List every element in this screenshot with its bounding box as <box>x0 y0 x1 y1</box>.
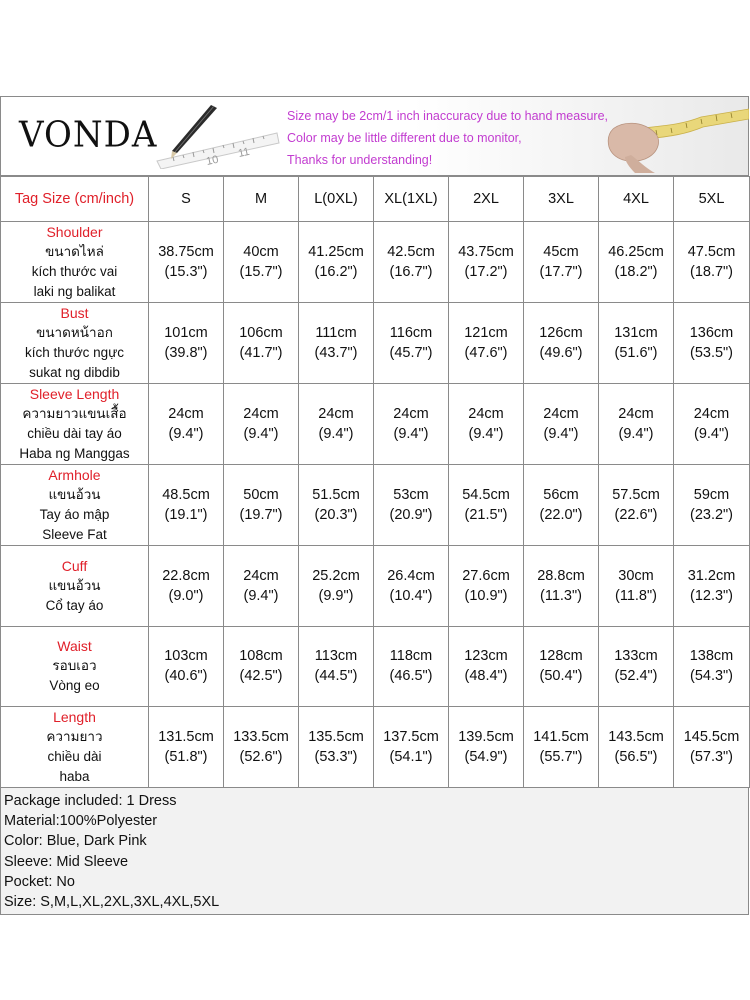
value-cm: 50cm <box>243 487 279 503</box>
note-hand-measure: Size may be 2cm/1 inch inaccuracy due to hand measure, <box>287 109 609 123</box>
value-inch: (22.6") <box>614 507 658 523</box>
ruler-number-11: 11 <box>237 145 251 160</box>
value-cm: 103cm <box>164 648 208 665</box>
measurement-translation: haba <box>59 769 90 784</box>
value-cm: 47.5cm <box>687 244 736 260</box>
value-inch: (18.2") <box>614 264 658 280</box>
measurement-translation: แขนอ้วน <box>48 487 101 502</box>
value-inch: (47.6") <box>464 345 508 361</box>
value-cm: 24cm <box>318 406 354 422</box>
value-cm: 123cm <box>464 648 508 665</box>
measurement-label-cell <box>1 707 149 788</box>
value-inch: (49.6") <box>539 345 583 361</box>
measurement-label: Waist <box>57 638 92 655</box>
measurement-translation: รอบเอว <box>52 658 97 674</box>
value-inch: (19.1") <box>164 507 208 523</box>
measurement-cell <box>374 465 449 546</box>
value-cm: 24cm <box>243 567 279 584</box>
value-inch: (16.2") <box>314 264 358 280</box>
value-cm: 133.5cm <box>233 729 289 745</box>
measurement-translation: kích thước ngực <box>25 345 124 360</box>
value-cm: 24cm <box>393 406 429 422</box>
measurement-cell <box>674 303 750 384</box>
value-cm: 108cm <box>239 648 283 665</box>
measurement-translation: chiều dài <box>47 749 102 764</box>
measurement-translation: Haba ng Manggas <box>19 446 130 461</box>
measurement-translation: Cổ tay áo <box>45 597 104 613</box>
ruler-number-10: 10 <box>205 153 220 168</box>
value-cm: 22.8cm <box>162 567 210 584</box>
value-cm: 26.4cm <box>387 567 435 584</box>
measurement-label-cell <box>1 546 149 627</box>
value-inch: (44.5") <box>314 668 358 685</box>
value-inch: (51.6") <box>614 345 658 361</box>
size-header-m: M <box>224 177 299 222</box>
measurement-cell <box>224 303 299 384</box>
info-material: Material:100%Polyester <box>4 813 158 830</box>
value-inch: (46.5") <box>389 668 433 685</box>
value-cm: 57.5cm <box>612 487 660 503</box>
value-inch: (54.3") <box>689 668 734 685</box>
measurement-cell <box>149 303 224 384</box>
value-cm: 116cm <box>389 325 433 341</box>
measurement-row-length <box>1 707 750 788</box>
measurement-cell <box>674 384 750 465</box>
measurement-cell <box>149 707 224 788</box>
value-inch: (20.9") <box>389 507 433 523</box>
value-cm: 121cm <box>464 325 508 341</box>
value-inch: (9.4") <box>618 426 654 442</box>
measurement-cell <box>374 707 449 788</box>
measurement-row-waist <box>1 626 750 707</box>
value-cm: 111cm <box>315 325 357 341</box>
measurement-cell <box>449 546 524 627</box>
measurement-cell <box>299 707 374 788</box>
value-inch: (52.4") <box>614 668 658 685</box>
value-inch: (51.8") <box>164 749 208 765</box>
value-inch: (15.3") <box>164 264 208 280</box>
value-cm: 106cm <box>239 325 283 341</box>
value-inch: (40.6") <box>164 668 208 685</box>
measurement-translation: ขนาดไหล่ <box>45 244 104 259</box>
value-cm: 45cm <box>543 244 579 260</box>
value-inch: (12.3") <box>689 587 734 604</box>
value-inch: (23.2") <box>689 507 734 523</box>
value-cm: 59cm <box>693 487 730 503</box>
value-inch: (39.8") <box>164 345 208 361</box>
measurement-cell <box>374 222 449 303</box>
measurement-cell <box>449 384 524 465</box>
value-inch: (9.4") <box>543 426 579 442</box>
value-cm: 31.2cm <box>687 567 736 584</box>
size-header-2xl: 2XL <box>449 177 524 222</box>
measurement-cell <box>674 626 750 707</box>
value-inch: (57.3") <box>689 749 734 765</box>
value-inch: (10.9") <box>464 587 508 604</box>
value-cm: 141.5cm <box>533 729 589 745</box>
value-inch: (48.4") <box>464 668 508 685</box>
value-inch: (17.2") <box>464 264 508 280</box>
size-header-xl-1xl: XL(1XL) <box>374 177 449 222</box>
header-banner <box>0 96 749 176</box>
measurement-cell <box>224 626 299 707</box>
value-inch: (22.0") <box>539 507 583 523</box>
value-inch: (9.4") <box>393 426 429 442</box>
measurement-cell <box>599 303 674 384</box>
measurement-label: Armhole <box>48 467 101 483</box>
measurement-cell <box>524 546 599 627</box>
measurement-label-cell <box>1 303 149 384</box>
value-cm: 135.5cm <box>308 729 364 745</box>
measurement-cell <box>374 303 449 384</box>
measurement-label-cell <box>1 465 149 546</box>
info-color: Color: Blue, Dark Pink <box>4 833 147 850</box>
value-inch: (16.7") <box>389 264 433 280</box>
value-inch: (19.7") <box>239 507 283 523</box>
measurement-cell <box>224 465 299 546</box>
measurement-label-cell <box>1 222 149 303</box>
value-cm: 38.75cm <box>158 244 214 260</box>
measurement-cell <box>149 465 224 546</box>
value-cm: 118cm <box>389 648 433 665</box>
size-header-row <box>1 177 750 222</box>
size-chart-sheet <box>0 96 749 915</box>
value-cm: 54.5cm <box>462 487 510 503</box>
measurement-translation: Vòng eo <box>49 678 100 694</box>
measurement-cell <box>524 626 599 707</box>
measurement-cell <box>224 222 299 303</box>
tag-size-header: Tag Size (cm/inch) <box>1 177 149 222</box>
info-package: Package included: 1 Dress <box>4 793 177 809</box>
value-cm: 53cm <box>393 487 429 503</box>
value-cm: 24cm <box>618 406 654 422</box>
measurement-cell <box>674 707 750 788</box>
measurement-cell <box>599 465 674 546</box>
measurement-cell <box>374 546 449 627</box>
value-cm: 43.75cm <box>458 244 514 260</box>
measurement-cell <box>524 303 599 384</box>
value-inch: (21.5") <box>464 507 508 523</box>
value-inch: (11.8") <box>615 587 657 604</box>
value-cm: 128cm <box>539 648 583 665</box>
measurement-translation: ความยาว <box>46 729 103 744</box>
measurement-label-cell <box>1 626 149 707</box>
measurement-cell <box>449 707 524 788</box>
measurement-cell <box>374 626 449 707</box>
value-cm: 101cm <box>164 325 208 341</box>
value-cm: 24cm <box>468 406 504 422</box>
value-inch: (55.7") <box>539 749 583 765</box>
value-cm: 40cm <box>243 244 279 260</box>
measurement-translation: chiều dài tay áo <box>27 426 122 441</box>
measurement-cell <box>299 465 374 546</box>
measurement-cell <box>524 384 599 465</box>
measurement-cell <box>299 303 374 384</box>
measurement-cell <box>674 465 750 546</box>
size-header-3xl: 3XL <box>524 177 599 222</box>
measurement-cell <box>299 222 374 303</box>
measurement-row-bust <box>1 303 750 384</box>
value-cm: 51.5cm <box>312 487 360 503</box>
measurement-cell <box>599 707 674 788</box>
value-inch: (15.7") <box>239 264 283 280</box>
value-inch: (42.5") <box>239 668 283 685</box>
measurement-cell <box>224 546 299 627</box>
size-header-4xl: 4XL <box>599 177 674 222</box>
value-inch: (45.7") <box>389 345 433 361</box>
measurement-translation: แขนอ้วน <box>48 577 101 593</box>
value-inch: (10.4") <box>389 587 433 604</box>
brand-logo: VONDA <box>19 114 158 156</box>
measurement-cell <box>299 384 374 465</box>
hand-tape-measure-icon <box>601 103 749 173</box>
measurement-cell <box>674 222 750 303</box>
measurement-label: Shoulder <box>46 224 103 240</box>
pen-ruler-icon <box>153 103 281 169</box>
measurement-row-armhole <box>1 465 750 546</box>
value-inch: (54.1") <box>389 749 433 765</box>
measurement-cell <box>449 465 524 546</box>
value-inch: (54.9") <box>464 749 508 765</box>
value-cm: 27.6cm <box>462 567 510 584</box>
value-cm: 139.5cm <box>458 729 514 745</box>
value-inch: (20.3") <box>314 507 358 523</box>
value-inch: (43.7") <box>314 345 358 361</box>
value-inch: (9.4") <box>168 426 204 442</box>
measurement-cell <box>524 707 599 788</box>
measurement-cell <box>149 222 224 303</box>
measurement-cell <box>599 384 674 465</box>
value-cm: 136cm <box>689 325 734 341</box>
size-header-l-0xl: L(0XL) <box>299 177 374 222</box>
value-cm: 131cm <box>614 325 658 341</box>
measurement-cell <box>149 384 224 465</box>
value-cm: 113cm <box>314 648 358 665</box>
measurement-translation: ขนาดหน้าอก <box>36 325 113 340</box>
value-inch: (17.7") <box>539 264 583 280</box>
measurement-cell <box>299 626 374 707</box>
measurement-cell <box>299 546 374 627</box>
value-cm: 41.25cm <box>308 244 364 260</box>
measurement-translation: sukat ng dibdib <box>29 365 120 380</box>
note-thanks: Thanks for understanding! <box>287 153 433 167</box>
value-cm: 24cm <box>693 406 730 422</box>
measurement-cell <box>449 222 524 303</box>
size-header-s: S <box>149 177 224 222</box>
value-inch: (9.4") <box>468 426 504 442</box>
value-inch: (9.4") <box>694 426 729 442</box>
measurement-cell <box>524 222 599 303</box>
measurement-translation: Sleeve Fat <box>42 527 107 542</box>
measurement-cell <box>449 303 524 384</box>
value-cm: 133cm <box>614 648 658 665</box>
value-inch: (9.4") <box>318 426 354 442</box>
value-inch: (11.3") <box>540 587 582 604</box>
value-cm: 48.5cm <box>162 487 210 503</box>
measurement-cell <box>599 222 674 303</box>
value-cm: 145.5cm <box>683 729 740 745</box>
value-inch: (9.4") <box>243 587 279 604</box>
measurement-translation: kích thước vai <box>31 264 118 279</box>
measurement-label: Length <box>53 709 96 725</box>
measurement-translation: ความยาวแขนเสื้อ <box>22 406 127 421</box>
measurement-label-cell <box>1 384 149 465</box>
measurement-row-shoulder <box>1 222 750 303</box>
measurement-cell <box>599 626 674 707</box>
measurement-label: Cuff <box>61 557 88 574</box>
value-cm: 25.2cm <box>312 567 360 584</box>
value-inch: (9.4") <box>243 426 279 442</box>
measurement-cell <box>599 546 674 627</box>
measurement-label: Bust <box>60 305 89 321</box>
value-inch: (41.7") <box>239 345 283 361</box>
info-sleeve: Sleeve: Mid Sleeve <box>4 853 129 870</box>
value-inch: (56.5") <box>614 749 658 765</box>
header-notes <box>287 105 608 171</box>
value-cm: 30cm <box>618 567 654 584</box>
value-inch: (53.5") <box>689 345 734 361</box>
value-inch: (52.6") <box>239 749 283 765</box>
measurement-cell <box>224 384 299 465</box>
measurement-translation: laki ng balikat <box>33 284 116 299</box>
size-header-5xl: 5XL <box>674 177 750 222</box>
value-inch: (9.9") <box>318 587 354 604</box>
size-table-body <box>1 222 750 788</box>
value-cm: 28.8cm <box>537 567 585 584</box>
measurement-cell <box>149 546 224 627</box>
measurement-label: Sleeve Length <box>29 386 120 402</box>
measurement-cell <box>524 465 599 546</box>
measurement-cell <box>149 626 224 707</box>
value-cm: 42.5cm <box>387 244 435 260</box>
value-cm: 46.25cm <box>608 244 664 260</box>
value-cm: 137.5cm <box>383 729 439 745</box>
measurement-cell <box>449 626 524 707</box>
size-table <box>0 176 750 788</box>
value-inch: (50.4") <box>539 668 583 685</box>
value-cm: 131.5cm <box>158 729 214 745</box>
value-cm: 24cm <box>168 406 204 422</box>
value-inch: (18.7") <box>689 264 734 280</box>
measurement-cell <box>224 707 299 788</box>
measurement-row-sleeve-length <box>1 384 750 465</box>
measurement-row-cuff <box>1 546 750 627</box>
measurement-cell <box>374 384 449 465</box>
note-color-monitor: Color may be little different due to monitor, <box>287 131 522 145</box>
info-pocket: Pocket: No <box>4 873 75 890</box>
value-cm: 143.5cm <box>608 729 664 745</box>
measurement-translation: Tay áo mập <box>39 507 110 522</box>
product-info <box>0 788 749 915</box>
value-cm: 24cm <box>543 406 579 422</box>
value-cm: 126cm <box>539 325 583 341</box>
info-sizes: Size: S,M,L,XL,2XL,3XL,4XL,5XL <box>4 894 220 911</box>
value-inch: (53.3") <box>314 749 358 765</box>
measurement-cell <box>674 546 750 627</box>
value-cm: 138cm <box>689 648 734 665</box>
value-cm: 56cm <box>543 487 579 503</box>
value-inch: (9.0") <box>168 587 204 604</box>
value-cm: 24cm <box>243 406 279 422</box>
